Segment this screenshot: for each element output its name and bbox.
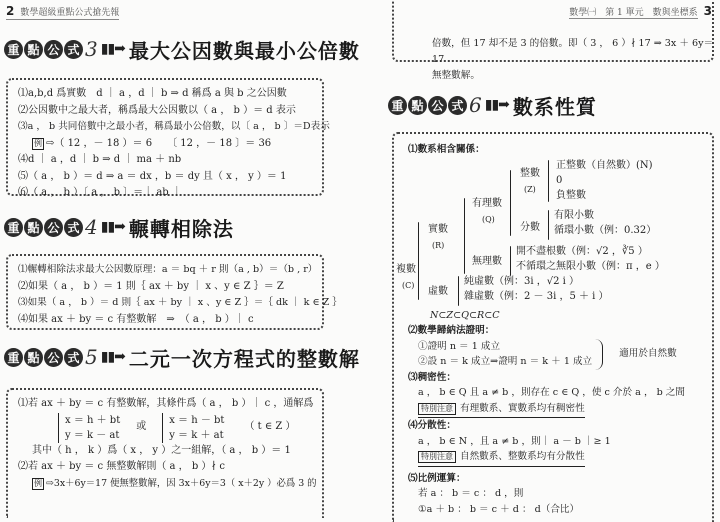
section-heading-4 (4, 212, 234, 242)
badge-char: 重 (4, 348, 23, 367)
badge-char: 重 (4, 40, 23, 59)
badge-char: 重 (388, 96, 407, 115)
equation: x ＝ h ＋ bt (65, 414, 121, 426)
formula-line: ⑵若 ax ＋ by ＝ c 無整數解則（ a ， b ）∤ c (18, 461, 225, 472)
badge-char: 公 (44, 218, 63, 237)
brace-icon (458, 276, 459, 306)
formula-line: a ， b ∈ N ，且 a ≠ b ，則｜ a － b ｜≥ 1 (418, 435, 611, 447)
special-note-tag: 特別注意 (418, 403, 456, 415)
brace-icon (548, 210, 549, 240)
tree-node: 正整數（自然數）(N) (556, 159, 653, 171)
tree-node: 純虛數（例：3i ，√2 i ） (464, 275, 580, 287)
running-head-text: 數學超級重點公式搶先報 (20, 8, 120, 18)
tree-node: 整數 (520, 167, 540, 179)
formula-box-5 (6, 388, 324, 518)
page-number: 3 (703, 4, 712, 18)
formula-line: ⑵如果（ a ， b ）＝ 1 則｛ ax ＋ by ｜ x 、y ∈ Z ｝＝ Z (18, 280, 284, 292)
tree-node: 不循環之無限小數（例：π ，e ） (516, 260, 665, 272)
right-page (360, 0, 720, 515)
tree-node: 負整數 (556, 189, 586, 201)
equation: x ＝ h － bt (169, 414, 225, 426)
tree-node: (Z) (524, 184, 536, 194)
brace-icon (510, 170, 511, 236)
formula-line: ⑷如果 ax ＋ by ＝ c 有整數解 ⇒ （ a ， b ）｜ c (18, 313, 254, 325)
tree-node: 有限小數 (554, 209, 594, 221)
brace-icon (418, 222, 419, 300)
formula-line: ⑸（ a ， b ）＝ d ⇒ a ＝ dx ，b ＝ dy 且（ x ， y ）＝ 1 (18, 170, 287, 182)
item-title: ⑸比例運算： (408, 472, 466, 484)
equation-system-2 (162, 413, 224, 443)
page-number: 2 (6, 4, 15, 18)
arrow-right-icon: ▮▮➡ (100, 349, 125, 365)
item-title: ⑵數學歸納法證明： (408, 325, 495, 336)
section-number: 6 (469, 93, 482, 117)
formula-line: 無整數解。 (432, 70, 480, 81)
item-title: ⑷分散性： (408, 420, 456, 431)
tree-node: 有理數 (472, 197, 502, 209)
key-formula-badge (388, 96, 467, 115)
section-title: 二元一次方程式的整數解 (128, 346, 360, 371)
section-heading-6 (388, 90, 597, 120)
key-formula-badge (4, 218, 83, 237)
formula-line: ⑹（ a ， b ）〔 a ， b 〕＝｜ ab ｜ (18, 187, 182, 198)
equation: y ＝ k － at (65, 429, 120, 441)
brace-icon (548, 160, 549, 202)
step-line: ①證明 n ＝ 1 成立 (418, 340, 501, 352)
tree-node: 開不盡根數（例：√2 ，∛5 ） (516, 245, 648, 257)
item-title: ⑶稠密性： (408, 371, 456, 383)
item-title: ⑴數系相含關係： (408, 144, 485, 155)
formula-line: 3x＋6y＝17 便無整數解，因 3x＋6y＝3（ x＋2y ）必爲 3 的 (53, 477, 317, 489)
left-page (0, 0, 360, 503)
tree-node: 分數 (520, 221, 540, 233)
badge-char: 式 (64, 348, 83, 367)
tree-node: 虛數 (428, 285, 448, 297)
badge-char: 點 (24, 348, 43, 367)
running-head-left (6, 4, 119, 20)
equation: y ＝ k ＋ at (169, 429, 224, 441)
tree-node: 循環小數（例：0.32） (554, 224, 657, 236)
formula-line: ①a ＋ b ： b ＝ c ＋ d ： d（合比） (418, 503, 580, 515)
general-solution (18, 413, 312, 443)
formula-line: ⑴若 ax ＋ by ＝ c 有整數解，其條件爲（ a ， b ）｜ c ，通解爲 (18, 398, 314, 409)
arrow-icon: ⇨ (46, 477, 54, 489)
formula-box-3 (6, 78, 330, 198)
key-formula-badge (4, 348, 83, 367)
section-title: 數系性質 (512, 94, 597, 119)
tree-node: 0 (556, 174, 563, 186)
arrow-right-icon: ▮▮➡ (100, 41, 125, 57)
brace-icon (510, 246, 511, 276)
special-note-tag: 特別注意 (418, 451, 456, 463)
induction-steps (408, 339, 702, 370)
formula-box-6 (392, 132, 714, 522)
formula-line: ⑵公因數中之最大者，稱爲最大公因數以（ a ， b ）＝ d 表示 (18, 104, 296, 116)
tree-node: 無理數 (472, 255, 502, 267)
example-tag: 例 (34, 138, 42, 148)
parameter-domain: （ t ∈ Z ） (244, 421, 296, 433)
running-head-text: 數學㈠ 第 1 單元 數與坐標系 (569, 5, 697, 19)
equation-system-1 (58, 413, 120, 443)
special-note: 有理數系、實數系均有稠密性 (460, 402, 585, 414)
badge-char: 式 (64, 218, 83, 237)
formula-line: 其中（ h ， k ）爲（ x ， y ）之一組解，（ a ， b ）＝ 1 (32, 444, 291, 456)
formula-line: 倍數，但 17 却不是 3 的倍數。即（ 3 ， 6 ）∤ 17 ⇒ 3x ＋ 6y＝17 (432, 38, 714, 65)
arrow-right-icon: ▮▮➡ (484, 97, 509, 113)
arrow-icon: ⇨ (46, 137, 55, 149)
set-inclusion-chain: N⊂Z⊂Q⊂R⊂C (430, 309, 500, 321)
tree-node: (R) (432, 240, 445, 250)
induction-note: 適用於自然數 (619, 348, 677, 360)
formula-line: ⑴a,b,d 爲實數 d ｜ a ，d ｜ b ⇒ d 稱爲 a 與 b 之公因數 (18, 88, 287, 99)
formula-line: 若 a ： b ＝ c ： d ，則 (418, 488, 524, 499)
section-title: 最大公因數與最小公倍數 (128, 38, 360, 63)
formula-line: ⑶如果（ a ， b ）＝ d 則｛ ax ＋ by ｜ x 、y ∈ Z ｝＝｛ dk ｜ k ∈ Z ｝ (18, 297, 342, 308)
special-note: 自然數系、整數系均有分散性 (460, 451, 585, 462)
section-title: 輾轉相除法 (128, 216, 234, 241)
section-heading-5 (4, 342, 360, 372)
badge-char: 式 (64, 40, 83, 59)
section-number: 3 (85, 37, 98, 61)
formula-line: ⑴輾轉相除法求最大公因數原理：a ＝ bq ＋ r 則（a , b）＝（b , r） (18, 264, 318, 275)
badge-char: 重 (4, 218, 23, 237)
formula-line: ⑷d ｜ a ，d ｜ b ⇒ d ｜ ma ＋ nb (18, 154, 182, 165)
tree-node: (Q) (482, 214, 495, 224)
number-system-tree (396, 158, 702, 308)
tree-node: 實數 (428, 223, 448, 235)
continuation-text (432, 36, 720, 84)
tree-node: 複數 (396, 263, 416, 275)
formula-line: a ， b ∈ Q 且 a ≠ b ，則存在 c ∈ Q ，使 c 介於 a ， b 之間 (418, 387, 685, 398)
badge-char: 點 (24, 40, 43, 59)
section-heading-3 (4, 34, 360, 64)
section-number: 4 (85, 215, 98, 239)
key-formula-badge (4, 40, 83, 59)
tree-node: (C) (402, 280, 415, 290)
formula-line: ⑶a ， b 共同倍數中之最小者，稱爲最小公倍數，以〔 a ， b 〕＝D表示 (18, 121, 330, 132)
badge-char: 公 (44, 348, 63, 367)
badge-char: 點 (24, 218, 43, 237)
arrow-right-icon: ▮▮➡ (100, 219, 125, 235)
tree-node: 雜虛數（例：2 － 3i ，5 ＋ i ） (464, 290, 609, 302)
formula-line: （ 12 ，－ 18 ）＝ 6 〔 12 ，－ 18 〕＝ 36 (54, 137, 272, 149)
step-line: ②設 n ＝ k 成立⇒證明 n ＝ k ＋ 1 成立 (418, 356, 593, 367)
badge-char: 公 (44, 40, 63, 59)
formula-box-4 (6, 254, 342, 330)
badge-char: 式 (448, 96, 467, 115)
or-label: 或 (136, 421, 147, 433)
badge-char: 公 (428, 96, 447, 115)
badge-char: 點 (408, 96, 427, 115)
section-number: 5 (85, 345, 98, 369)
example-tag: 例 (34, 478, 42, 488)
brace-icon (464, 198, 465, 274)
